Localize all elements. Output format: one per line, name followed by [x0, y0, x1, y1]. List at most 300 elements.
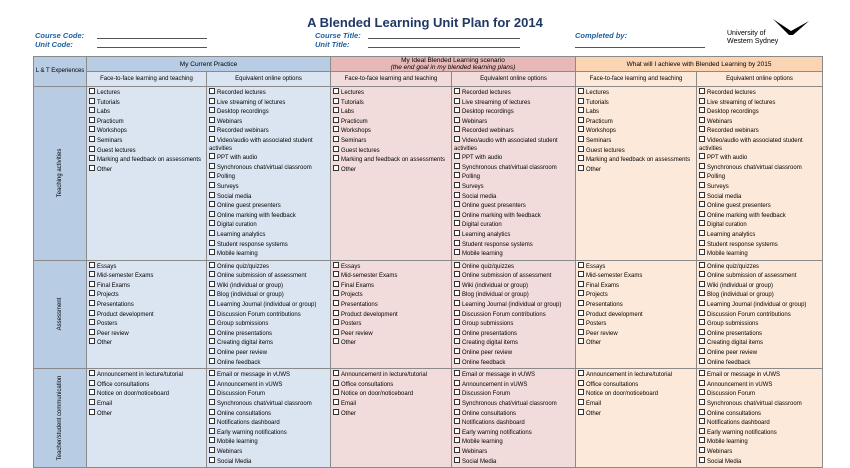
checkbox[interactable] — [209, 192, 215, 198]
checkbox[interactable] — [209, 240, 215, 246]
checkbox[interactable] — [699, 348, 705, 354]
checkbox[interactable] — [209, 319, 215, 325]
checkbox[interactable] — [209, 290, 215, 296]
checklist-item — [89, 165, 204, 175]
checkbox[interactable] — [333, 117, 339, 123]
checklist-item-label: Labs — [586, 109, 600, 116]
checkbox[interactable] — [333, 380, 339, 386]
checkbox[interactable] — [209, 389, 215, 395]
checkbox[interactable] — [333, 370, 339, 376]
checkbox[interactable] — [699, 182, 705, 188]
achieve-communication-f2f-list — [576, 369, 697, 468]
checklist-item — [454, 249, 573, 259]
checkbox[interactable] — [89, 155, 95, 161]
checklist-item — [454, 409, 573, 419]
checkbox[interactable] — [699, 271, 705, 277]
checkbox[interactable] — [89, 165, 95, 171]
checkbox[interactable] — [209, 182, 215, 188]
checkbox[interactable] — [699, 262, 705, 268]
checklist-item — [209, 409, 328, 419]
checklist-item — [454, 117, 573, 127]
checkbox[interactable] — [578, 370, 584, 376]
checklist-item-label: Mobile learning — [217, 439, 258, 446]
checklist-item — [578, 126, 694, 136]
checkbox[interactable] — [699, 290, 705, 296]
checklist-item-label: Mid-semester Exams — [341, 273, 398, 280]
checkbox[interactable] — [699, 399, 705, 405]
checklist-item-label: Tutorials — [341, 99, 364, 106]
checkbox[interactable] — [209, 271, 215, 277]
checkbox[interactable] — [209, 201, 215, 207]
checkbox[interactable] — [578, 329, 584, 335]
checklist-item-label: Digital curation — [462, 222, 502, 229]
checkbox[interactable] — [454, 457, 460, 463]
checkbox[interactable] — [89, 126, 95, 132]
checklist-item — [699, 300, 820, 310]
checkbox[interactable] — [209, 370, 215, 376]
checklist-item — [454, 192, 573, 202]
checkbox[interactable] — [454, 418, 460, 424]
checkbox[interactable] — [454, 163, 460, 169]
checkbox[interactable] — [454, 300, 460, 306]
checklist-item-label: Other — [97, 410, 113, 417]
checkbox[interactable] — [454, 329, 460, 335]
checkbox[interactable] — [699, 117, 705, 123]
checklist-item-label: Posters — [97, 321, 118, 328]
checkbox[interactable] — [699, 98, 705, 104]
checklist-item-label: Early warning notifications — [217, 429, 287, 436]
checklist-item — [699, 172, 820, 182]
checklist-item — [89, 88, 204, 98]
checkbox[interactable] — [699, 319, 705, 325]
checkbox[interactable] — [454, 310, 460, 316]
checkbox[interactable] — [699, 88, 705, 94]
checkbox[interactable] — [578, 290, 584, 296]
checklist-item-label: Notifications dashboard — [217, 420, 280, 427]
checklist-item — [89, 136, 204, 146]
checklist-item — [454, 230, 573, 240]
checkbox[interactable] — [209, 163, 215, 169]
checkbox[interactable] — [209, 107, 215, 113]
checkbox[interactable] — [699, 329, 705, 335]
checkbox[interactable] — [578, 107, 584, 113]
checklist-item-label: Online quiz/quizzes — [217, 263, 270, 270]
checklist-item — [333, 300, 449, 310]
checkbox[interactable] — [699, 409, 705, 415]
checklist-item — [454, 281, 573, 291]
checkbox[interactable] — [454, 262, 460, 268]
checkbox[interactable] — [699, 192, 705, 198]
checkbox[interactable] — [454, 370, 460, 376]
checkbox[interactable] — [454, 192, 460, 198]
checklist-item-label: Guest lectures — [341, 147, 380, 154]
checkbox[interactable] — [454, 249, 460, 255]
checkbox[interactable] — [89, 329, 95, 335]
checkbox[interactable] — [699, 126, 705, 132]
checklist-item — [699, 262, 820, 272]
checkbox[interactable] — [89, 98, 95, 104]
checklist-item — [578, 165, 694, 175]
checklist-item-label: Announcement in lecture/tutorial — [586, 372, 673, 379]
checklist-item — [333, 409, 449, 419]
checkbox[interactable] — [89, 107, 95, 113]
checklist-item — [209, 319, 328, 329]
checkbox[interactable] — [699, 240, 705, 246]
checkbox[interactable] — [89, 300, 95, 306]
checklist-item — [454, 240, 573, 250]
checkbox[interactable] — [578, 117, 584, 123]
checkbox[interactable] — [578, 271, 584, 277]
checkbox[interactable] — [209, 262, 215, 268]
checkbox[interactable] — [89, 319, 95, 325]
checkbox[interactable] — [454, 281, 460, 287]
checklist-item-label: Mobile learning — [707, 251, 748, 258]
checkbox[interactable] — [454, 201, 460, 207]
completed-by-line[interactable] — [575, 47, 705, 48]
checkbox[interactable] — [699, 163, 705, 169]
checkbox[interactable] — [699, 249, 705, 255]
checklist-item-label: Group submissions — [707, 321, 759, 328]
checkbox[interactable] — [454, 271, 460, 277]
checkbox[interactable] — [209, 338, 215, 344]
checklist-item-label: Recorded lectures — [217, 90, 266, 96]
checkbox[interactable] — [699, 153, 705, 159]
checkbox[interactable] — [333, 290, 339, 296]
checklist-item — [454, 271, 573, 281]
checklist-item-label: Learning Journal (individual or group) — [462, 302, 562, 309]
checklist-item-label: Discussion Forum contributions — [462, 311, 546, 318]
checklist-item-label: Essays — [586, 263, 606, 270]
checkbox[interactable] — [454, 447, 460, 453]
checklist-item-label: Online consultations — [707, 410, 762, 417]
checkbox[interactable] — [699, 358, 705, 364]
checkbox[interactable] — [578, 310, 584, 316]
checkbox[interactable] — [454, 136, 460, 142]
checkbox[interactable] — [454, 437, 460, 443]
checkbox[interactable] — [89, 117, 95, 123]
checkbox[interactable] — [699, 220, 705, 226]
checkbox[interactable] — [89, 88, 95, 94]
checkbox[interactable] — [209, 348, 215, 354]
checklist-item-label: Marking and feedback on assessments — [586, 157, 691, 164]
checkbox[interactable] — [454, 389, 460, 395]
checkbox[interactable] — [578, 281, 584, 287]
checkbox[interactable] — [699, 380, 705, 386]
checkbox[interactable] — [89, 370, 95, 376]
checklist-item-label: Online submission of assessment — [707, 273, 797, 280]
checkbox[interactable] — [209, 126, 215, 132]
checkbox[interactable] — [89, 281, 95, 287]
checkbox[interactable] — [209, 457, 215, 463]
checklist-item-label: Practicum — [341, 118, 368, 125]
achieve-2015-header: What will I achieve with Blended Learning by 2015 — [576, 57, 823, 72]
checkbox[interactable] — [333, 107, 339, 113]
checklist-item — [454, 329, 573, 339]
checklist-item — [209, 107, 328, 117]
checkbox[interactable] — [578, 146, 584, 152]
checkbox[interactable] — [89, 271, 95, 277]
checkbox[interactable] — [333, 88, 339, 94]
checklist-item-label: PPT with audio — [707, 155, 748, 162]
checklist-item-label: Synchronous chat/virtual classroom — [462, 164, 557, 171]
checklist-item — [209, 418, 328, 428]
checklist-item — [209, 399, 328, 409]
checklist-item-label: Email — [97, 401, 113, 407]
checkbox[interactable] — [209, 428, 215, 434]
checkbox[interactable] — [333, 271, 339, 277]
unit-title-line[interactable] — [368, 47, 520, 48]
checkbox[interactable] — [454, 348, 460, 354]
checkbox[interactable] — [333, 319, 339, 325]
checkbox[interactable] — [89, 399, 95, 405]
checkbox[interactable] — [89, 290, 95, 296]
checkbox[interactable] — [209, 88, 215, 94]
checklist-item-label: Final Exams — [586, 282, 620, 289]
checkbox[interactable] — [209, 153, 215, 159]
checklist-item-label: Recorded webinars — [217, 128, 269, 135]
course-title-label: Course Title: — [315, 31, 361, 40]
checkbox[interactable] — [209, 136, 215, 142]
unit-title-label: Unit Title: — [315, 40, 350, 49]
checkbox[interactable] — [209, 399, 215, 405]
checklist-item — [699, 319, 820, 329]
checklist-item — [578, 98, 694, 108]
checklist-item-label: Social Media — [217, 458, 252, 465]
checkbox[interactable] — [454, 98, 460, 104]
checkbox[interactable] — [454, 240, 460, 246]
checkbox[interactable] — [454, 428, 460, 434]
checkbox[interactable] — [454, 88, 460, 94]
checklist-item — [89, 155, 204, 165]
checkbox[interactable] — [578, 88, 584, 94]
checklist-item-label: Desktop recordings — [707, 109, 759, 116]
checkbox[interactable] — [209, 249, 215, 255]
checklist-item — [209, 98, 328, 108]
checkbox[interactable] — [209, 418, 215, 424]
checkbox[interactable] — [333, 329, 339, 335]
checkbox[interactable] — [209, 409, 215, 415]
checkbox[interactable] — [699, 418, 705, 424]
checklist-item — [333, 389, 449, 399]
checkbox[interactable] — [333, 136, 339, 142]
ideal-communication-online-list — [452, 369, 576, 468]
checklist-item — [699, 107, 820, 117]
checkbox[interactable] — [578, 262, 584, 268]
checkbox[interactable] — [454, 338, 460, 344]
checklist-item — [454, 447, 573, 457]
checklist-item — [333, 290, 449, 300]
assessment-row — [34, 260, 823, 369]
checkbox[interactable] — [333, 389, 339, 395]
checklist-item — [209, 220, 328, 230]
checkbox[interactable] — [699, 107, 705, 113]
checkbox[interactable] — [454, 172, 460, 178]
checkbox[interactable] — [454, 380, 460, 386]
checkbox[interactable] — [578, 136, 584, 142]
checkbox[interactable] — [454, 230, 460, 236]
checkbox[interactable] — [333, 409, 339, 415]
checkbox[interactable] — [89, 338, 95, 344]
checklist-item — [209, 211, 328, 221]
checklist-item-label: Webinars — [217, 118, 243, 125]
checklist-item — [209, 271, 328, 281]
checkbox[interactable] — [454, 211, 460, 217]
checkbox[interactable] — [209, 447, 215, 453]
checklist-item-label: Practicum — [97, 118, 124, 125]
unit-code-line[interactable] — [97, 47, 207, 48]
checklist-item-label: Notice on door/noticeboard — [341, 391, 414, 398]
checkbox[interactable] — [89, 380, 95, 386]
checkbox[interactable] — [578, 155, 584, 161]
checklist-item — [209, 348, 328, 358]
checkbox[interactable] — [578, 389, 584, 395]
checklist-item — [209, 380, 328, 390]
checklist-item — [333, 370, 449, 380]
checklist-item-label: Recorded webinars — [707, 128, 759, 135]
checklist-item-label: Online quiz/quizzes — [462, 263, 515, 270]
checkbox[interactable] — [454, 290, 460, 296]
checkbox[interactable] — [699, 211, 705, 217]
checkbox[interactable] — [89, 262, 95, 268]
checklist-item — [578, 389, 694, 399]
checkbox[interactable] — [333, 262, 339, 268]
checklist-item-label: Online guest presenters — [462, 203, 526, 210]
checkbox[interactable] — [699, 172, 705, 178]
checklist-item — [333, 262, 449, 272]
checkbox[interactable] — [89, 409, 95, 415]
checkbox[interactable] — [454, 409, 460, 415]
checklist-item-label: Creating digital items — [707, 340, 764, 347]
plan-table — [33, 56, 823, 468]
checkbox[interactable] — [209, 358, 215, 364]
checkbox[interactable] — [578, 399, 584, 405]
checkbox[interactable] — [209, 329, 215, 335]
checklist-item — [333, 126, 449, 136]
checkbox[interactable] — [209, 117, 215, 123]
checkbox[interactable] — [699, 201, 705, 207]
checklist-item-label: Discussion Forum — [462, 391, 511, 398]
completed-by-label: Completed by: — [575, 31, 628, 40]
achieve-teaching-online-list — [697, 87, 823, 261]
checkbox[interactable] — [454, 126, 460, 132]
checkbox[interactable] — [454, 182, 460, 188]
course-title-line[interactable] — [368, 38, 520, 39]
checkbox[interactable] — [699, 370, 705, 376]
checkbox[interactable] — [699, 428, 705, 434]
checkbox[interactable] — [578, 409, 584, 415]
checkbox[interactable] — [333, 165, 339, 171]
checkbox[interactable] — [699, 300, 705, 306]
checkbox[interactable] — [89, 136, 95, 142]
checkbox[interactable] — [209, 380, 215, 386]
checklist-item — [699, 182, 820, 192]
checkbox[interactable] — [454, 399, 460, 405]
checkbox[interactable] — [209, 310, 215, 316]
checkbox[interactable] — [454, 153, 460, 159]
achieve-online-header: Equivalent online options — [697, 72, 823, 87]
checkbox[interactable] — [209, 300, 215, 306]
checkbox[interactable] — [454, 319, 460, 325]
checkbox[interactable] — [699, 447, 705, 453]
course-code-line[interactable] — [97, 38, 207, 39]
checklist-item-label: Online guest presenters — [707, 203, 771, 210]
checklist-item — [333, 117, 449, 127]
checkbox[interactable] — [333, 146, 339, 152]
checkbox[interactable] — [699, 230, 705, 236]
checklist-item — [209, 153, 328, 163]
logo-line-1: University of — [727, 30, 766, 37]
checkbox[interactable] — [699, 338, 705, 344]
checklist-item-label: Discussion Forum contributions — [707, 311, 791, 318]
checklist-item-label: Announcement in vUWS — [462, 381, 528, 388]
checkbox[interactable] — [333, 126, 339, 132]
checkbox[interactable] — [89, 146, 95, 152]
checklist-item — [699, 240, 820, 250]
checkbox[interactable] — [454, 107, 460, 113]
checkbox[interactable] — [699, 310, 705, 316]
checklist-item — [699, 418, 820, 428]
checklist-item — [699, 380, 820, 390]
checkbox[interactable] — [333, 399, 339, 405]
ideal-scenario-title: My Ideal Blended Learning scenario — [401, 57, 505, 64]
checkbox[interactable] — [454, 220, 460, 226]
checkbox[interactable] — [209, 230, 215, 236]
checkbox[interactable] — [578, 319, 584, 325]
checkbox[interactable] — [578, 165, 584, 171]
checklist-item-label: Projects — [97, 292, 119, 299]
checkbox[interactable] — [699, 281, 705, 287]
checkbox[interactable] — [578, 126, 584, 132]
checkbox[interactable] — [699, 389, 705, 395]
checklist-item-label: Creating digital items — [217, 340, 274, 347]
checkbox[interactable] — [578, 338, 584, 344]
checklist-item-label: Notice on door/noticeboard — [97, 391, 170, 398]
checkbox[interactable] — [89, 389, 95, 395]
checkbox[interactable] — [333, 300, 339, 306]
checklist-item-label: Final Exams — [97, 282, 131, 289]
checklist-item — [699, 358, 820, 368]
checklist-item-label: Video/audio with associated student activities — [209, 137, 313, 152]
checklist-item — [209, 230, 328, 240]
checkbox[interactable] — [209, 211, 215, 217]
checklist-item-label: Learning analytics — [217, 231, 266, 238]
checkbox[interactable] — [209, 172, 215, 178]
checkbox[interactable] — [578, 98, 584, 104]
checklist-item-label: Online peer review — [217, 350, 268, 357]
checkbox[interactable] — [578, 380, 584, 386]
checkbox[interactable] — [333, 310, 339, 316]
checkbox[interactable] — [209, 220, 215, 226]
checklist-item-label: Wiki (individual or group) — [462, 282, 529, 289]
checkbox[interactable] — [333, 281, 339, 287]
checkbox[interactable] — [699, 136, 705, 142]
checkbox[interactable] — [209, 437, 215, 443]
checkbox[interactable] — [699, 437, 705, 443]
checklist-item-label: Office consultations — [341, 381, 394, 388]
checkbox[interactable] — [454, 117, 460, 123]
checkbox[interactable] — [699, 457, 705, 463]
checklist-item — [699, 163, 820, 173]
checkbox[interactable] — [209, 281, 215, 287]
checkbox[interactable] — [89, 310, 95, 316]
checkbox[interactable] — [333, 338, 339, 344]
checkbox[interactable] — [333, 155, 339, 161]
checkbox[interactable] — [578, 300, 584, 306]
checkbox[interactable] — [454, 358, 460, 364]
checklist-item-label: Posters — [341, 321, 362, 328]
checkbox[interactable] — [209, 98, 215, 104]
checkbox[interactable] — [333, 98, 339, 104]
